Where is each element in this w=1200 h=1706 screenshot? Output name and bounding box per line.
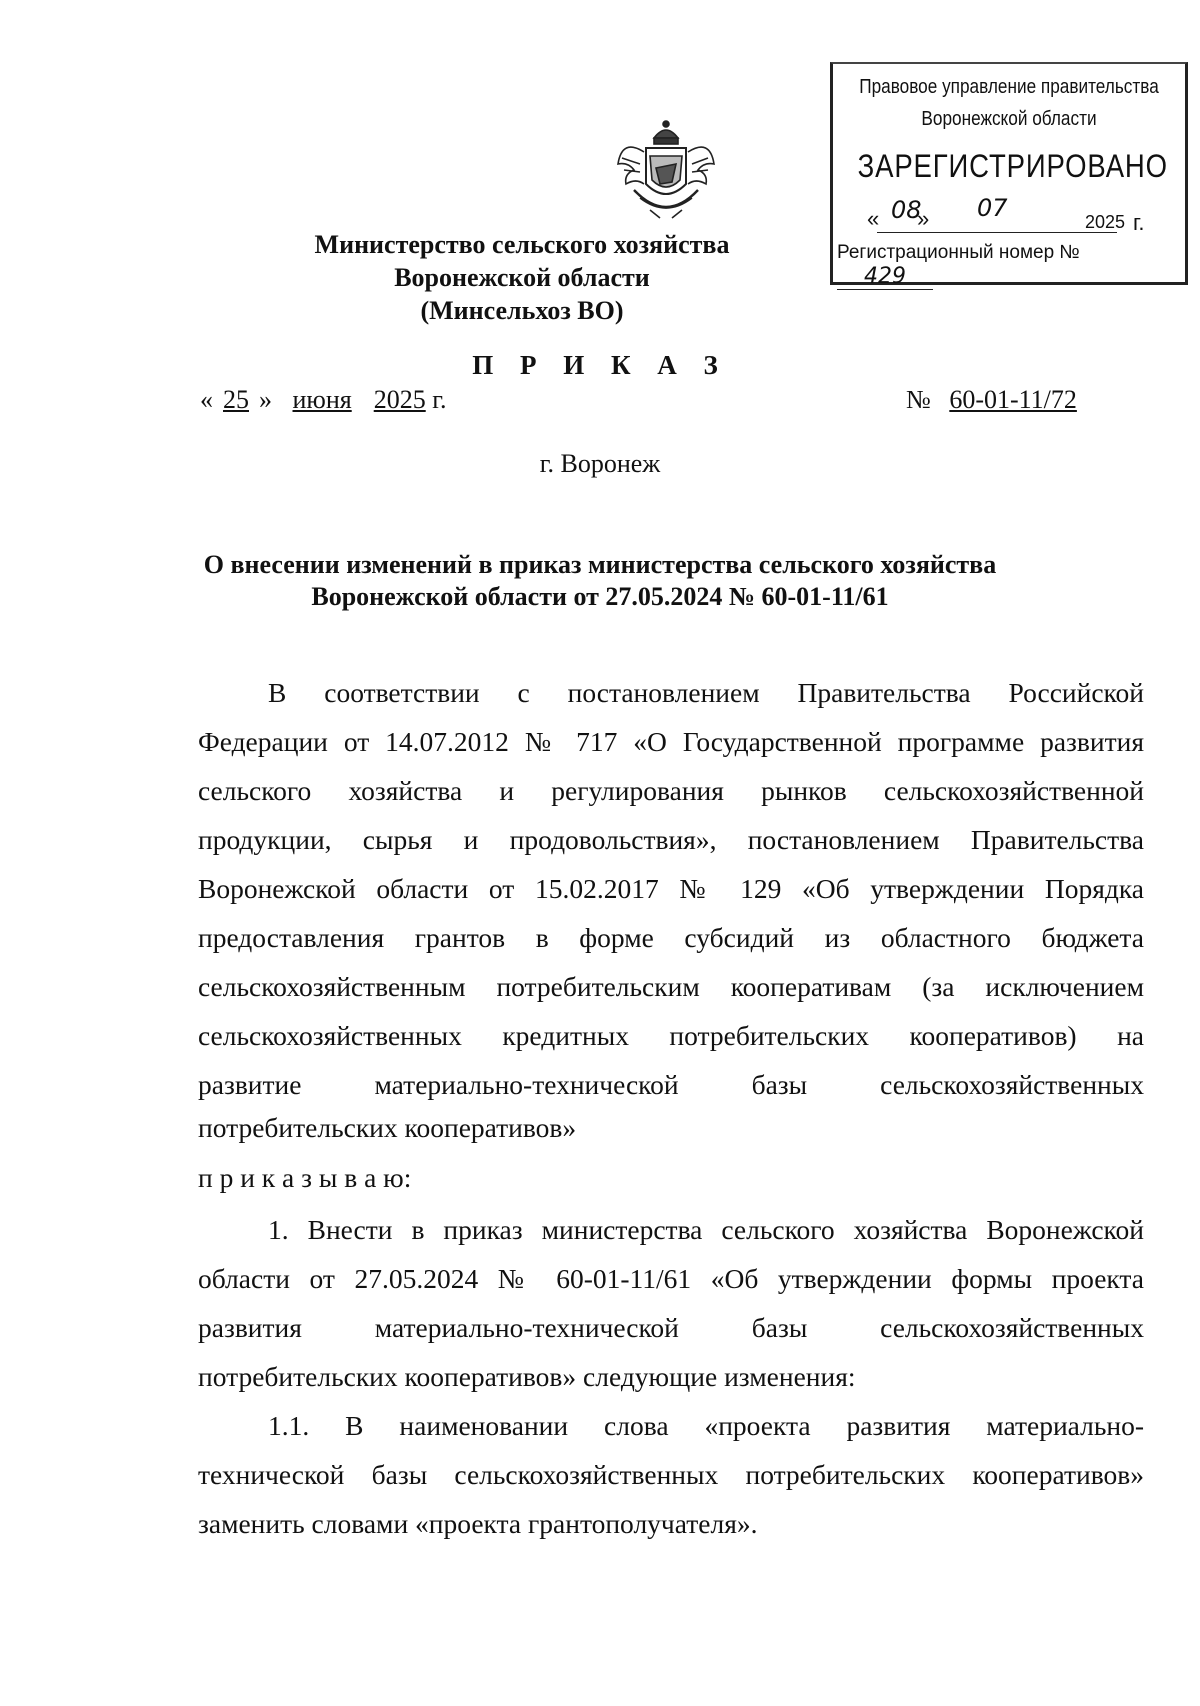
- document-title: П Р И К А З: [472, 350, 728, 380]
- body-line: продукции, сырья и продовольствия», постановлением Правительства: [198, 824, 1144, 855]
- body-line: развитие материально-технической базы сельскохозяйственных: [198, 1069, 1144, 1100]
- order-date-open: «: [200, 385, 213, 414]
- org-region: Воронежской области: [394, 263, 650, 292]
- body-line: В соответствии с постановлением Правительства Российской: [268, 677, 1144, 708]
- order-number-value: 60-01-11/72: [949, 385, 1077, 414]
- body-line: Воронежской области от 15.02.2017 № 129 «Об утверждении Порядка: [198, 873, 1144, 904]
- stamp-date-open: «: [867, 206, 880, 231]
- stamp-regno: [837, 242, 1167, 290]
- org-short-name: (Минсельхоз ВО): [420, 296, 624, 325]
- stamp-date-suffix: г.: [1133, 210, 1145, 235]
- body-line: технической базы сельскохозяйственных потребительских кооперативов»: [198, 1459, 1144, 1490]
- body-line: области от 27.05.2024 № 60-01-11/61 «Об утверждении формы проекта: [198, 1263, 1144, 1294]
- body-line: развития материально-технической базы сельскохозяйственных: [198, 1312, 1144, 1343]
- stamp-date-close: »: [917, 206, 930, 231]
- stamp-date: [847, 194, 1167, 238]
- order-number-label: №: [906, 385, 931, 414]
- order-date-day: 25: [223, 385, 249, 414]
- registration-stamp: [830, 62, 1188, 289]
- subject-line: О внесении изменений в приказ министерства сельского хозяйства: [203, 550, 997, 579]
- org-name: Министерство сельского хозяйства: [314, 230, 730, 259]
- order-date: [200, 385, 446, 415]
- stamp-authority: Правовое управление правительства: [859, 76, 1159, 98]
- body-line: сельскохозяйственным потребительским кооперативам (за исключением: [198, 971, 1144, 1002]
- order-date-close: »: [259, 385, 272, 414]
- body-line: сельскохозяйственных кредитных потребительских кооперативов) на: [198, 1020, 1144, 1051]
- subject-line: Воронежской области от 27.05.2024 № 60-01-11/61: [311, 582, 889, 611]
- body-line: Федерации от 14.07.2012 № 717 «О Государственной программе развития: [198, 726, 1144, 757]
- stamp-date-day: 08: [891, 196, 922, 224]
- body-line: 1. Внести в приказ министерства сельского хозяйства Воронежской: [268, 1214, 1144, 1245]
- body-line: предоставления грантов в форме субсидий из областного бюджета: [198, 922, 1144, 953]
- stamp-date-underline: [877, 232, 1117, 233]
- stamp-regno-value: 429: [837, 264, 933, 290]
- stamp-regno-label: Регистрационный номер №: [837, 242, 1080, 263]
- stamp-registered: ЗАРЕГИСТРИРОВАНО: [857, 148, 1168, 184]
- body-line: сельского хозяйства и регулирования рынков сельскохозяйственной: [198, 775, 1144, 806]
- order-date-suffix: г.: [432, 385, 447, 414]
- order-date-month: июня: [292, 385, 352, 414]
- stamp-date-year: 2025: [1085, 212, 1126, 232]
- body-line: потребительских кооперативов»: [198, 1112, 577, 1143]
- body-line: заменить словами «проекта грантополучателя».: [198, 1508, 758, 1539]
- orders-word: п р и к а з ы в а ю:: [198, 1162, 412, 1193]
- stamp-date-month: 07: [977, 194, 1008, 222]
- stamp-region: Воронежской области: [921, 108, 1097, 130]
- coat-of-arms-icon: [614, 118, 718, 226]
- order-date-year: 2025: [373, 385, 426, 414]
- body-line: 1.1. В наименовании слова «проекта развития материально-: [268, 1410, 1144, 1441]
- body-line: потребительских кооперативов» следующие изменения:: [198, 1361, 856, 1392]
- order-city: г. Воронеж: [539, 449, 661, 478]
- order-number: [906, 385, 1077, 415]
